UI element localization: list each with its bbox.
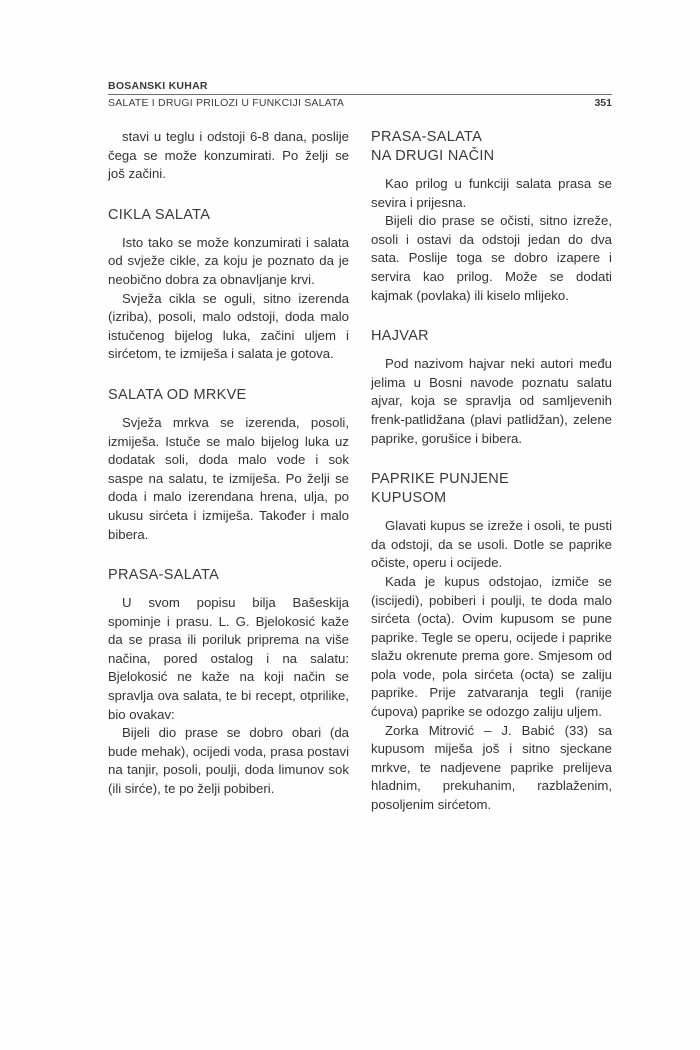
- recipe-title-line: PAPRIKE PUNJENE: [371, 471, 509, 488]
- recipe-title-prasa-salata-na-drugi-nacin: [371, 128, 612, 175]
- text-columns: [108, 128, 612, 815]
- recipe-title-line: CIKLA SALATA: [108, 206, 211, 223]
- section-title: SALATE I DRUGI PRILOZI U FUNKCIJI SALATA: [108, 97, 345, 109]
- recipe-title-line: PRASA-SALATA: [108, 567, 220, 584]
- recipe-title-line: NA DRUGI NAČIN: [371, 148, 495, 164]
- recipe-paragraph: Glavati kupus se izreže i osoli, te pusti da odstoji, da se usoli. Dotle se paprike očiste, operu i ocijede.: [371, 518, 612, 571]
- recipe-paragraph: Isto tako se može konzumirati i salata od svježe cikle, za koju je poznato da je neobično dobra za obnavljanje krvi.: [108, 234, 349, 287]
- recipe-paragraph: Kada je kupus odstojao, izmiče se (iscijedi), pobiberi i poulji, te doda malo sirćeta (octa). Ovim kupusom se pune paprike. Tegle se operu, ocijede i paprike slažu okrenute prema gore. Smjesom od pola vode, pola sirćeta (octa) se zaliju paprike. Prije zatvaranja tegli (ranije ćupova) paprike se odozgo zaliju uljem.: [371, 573, 612, 720]
- book-title: BOSANSKI KUHAR: [108, 80, 208, 92]
- recipe-paragraph: U svom popisu bilja Bašeskija spominje i prasu. L. G. Bjelokosić kaže da se prasa ili poriluk priprema na više načina, pored ostalog i na salatu: Bjelokosić ne kaže na koji način se spravlja ova salata, te bi recept, otprilike, bio ovakav:: [108, 595, 349, 722]
- recipe-paragraph: Zorka Mitrović – J. Babić (33) sa kupusom miješa još i sitno sjeckane mrkve, te nadjevene paprike prelijeva hladnim, prekuhanim, razblaženim, posoljenim sirćetom.: [371, 722, 612, 813]
- recipe-title-hajvar: [371, 305, 612, 355]
- recipe-paragraph: Kao prilog u funkciji salata prasa se sevira i prijesna.: [371, 176, 612, 210]
- recipe-paragraph: Bijeli dio prase se dobro obari (da bude mehak), ocijedi voda, prasa postavi na tanjir, posoli, poulji, doda limunov sok (ili sirće), te po želji pobiberi.: [108, 725, 349, 797]
- recipe-title-cikla-salata: [108, 184, 349, 234]
- recipe-title-line: KUPUSOM: [371, 490, 447, 507]
- recipe-paragraph: Pod nazivom hajvar neki autori među jelima u Bosni navode poznatu salatu ajvar, koja se spravlja od samljevenih frenk-patlidžana (plavi patlidžan), zelene paprike, gorušice i bibera.: [371, 356, 612, 446]
- running-header: [108, 80, 612, 110]
- recipe-title-prasa-salata: [108, 544, 349, 594]
- left-column: [108, 128, 349, 815]
- recipe-title-line: SALATA OD MRKVE: [108, 386, 247, 403]
- recipe-title-line: PRASA-SALATA: [371, 129, 483, 145]
- recipe-title-paprike-punjene-kupusom: [371, 448, 612, 517]
- header-section-row: [108, 95, 612, 110]
- recipe-paragraph: Bijeli dio prase se očisti, sitno izreže, osoli i ostavi da odstoji jedan do dva sata. Poslije toga se dobro izapere i servira kao prilog. Može se dodati kajmak (povlaka) ili kiselo mlijeko.: [371, 213, 612, 303]
- recipe-title-line: HAJVAR: [371, 328, 429, 345]
- continued-paragraph: stavi u teglu i odstoji 6-8 dana, poslije čega se može konzumirati. Po želji se još začini.: [108, 129, 349, 182]
- recipe-paragraph: Svježa mrkva se izerenda, posoli, izmiješa. Istuče se malo bijelog luka uz dodatak soli, doda malo vode i sok saspe na salatu, te izmiješa. Po želji se doda i malo izerendana hrena, ulja, po ukusu sirćeta i izmiješa. Također i malo bibera.: [108, 414, 349, 542]
- page-number: 351: [594, 97, 612, 109]
- recipe-title-salata-od-mrkve: [108, 364, 349, 414]
- recipe-paragraph: Svježa cikla se oguli, sitno izerenda (izriba), posoli, malo odstoji, doda malo istučenog bijelog luka, začini uljem i sirćetom, te izmiješa i salata je gotova.: [108, 290, 349, 362]
- right-column: [371, 128, 612, 815]
